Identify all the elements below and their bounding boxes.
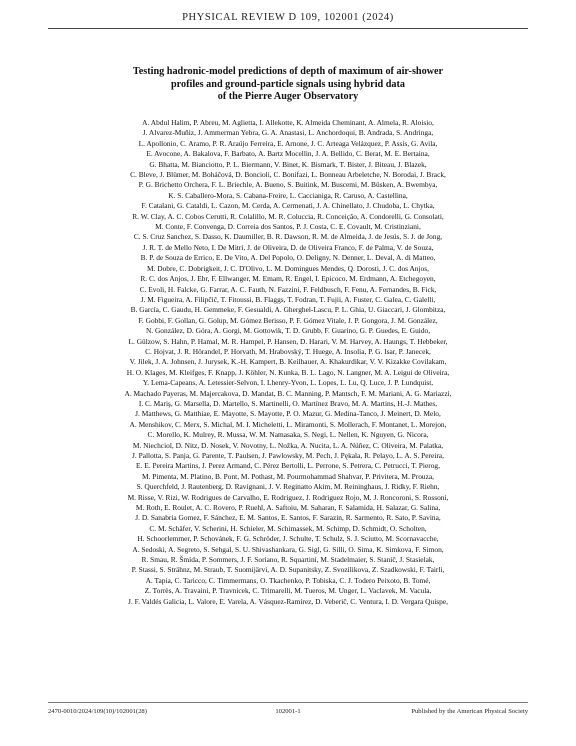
author-line: J. D. Sanabria Gomez, F. Sánchez, E. M. Santos, E. Santos, F. Sarazin, R. Sarmento, R. Sato, P. Savina, [135, 513, 441, 523]
title-line: Testing hadronic-model predictions of depth of maximum of air-shower [132, 66, 444, 77]
author-line: J. F. Valdés Galicia, L. Valore, E. Varela, A. Vásquez-Ramírez, D. Veberič, C. Ventura, I. D. Vergara Quispe, [128, 596, 448, 606]
author-line: N. González, D. Góra, A. Gorgi, M. Gottowik, T. D. Grubb, F. Guarino, G. P. Guedes, E. Guido, [145, 326, 431, 336]
author-line: F. Gobbi, F. Gollan, G. Golup, M. Gómez Berisso, P. F. Gómez Vitale, J. P. Gongora, J. M. González, [138, 315, 438, 325]
author-line: J. R. T. de Mello Neto, I. De Mitri, J. de Oliveira, D. de Oliveira Franco, F. de Palma, V. de Souza, [142, 242, 434, 252]
author-list [48, 118, 528, 607]
journal-header: PHYSICAL REVIEW D 109, 102001 (2024) [182, 12, 394, 23]
author-line: L. Gülzow, S. Hahn, P. Hamal, M. R. Hampel, P. Hansen, D. Harari, V. M. Harvey, A. Haungs, T. Hebbeker, [128, 336, 448, 346]
author-line: C. Hojvat, J. R. Hörandel, P. Horvath, M. Hrabovský, T. Huege, A. Insolia, P. G. Isar, P. Janecek, [145, 346, 431, 356]
author-line: Z. Torrès, A. Travaini, P. Travnicek, C. Trimarelli, M. Tueros, M. Unger, L. Vaclavek, M. Vacula, [144, 586, 432, 596]
author-line: J. M. Figueira, A. Filipčič, T. Fitoussi, B. Flaggs, T. Fodran, T. Fujii, A. Fuster, C. Galea, C. Galelli, [140, 294, 436, 304]
author-line: A. Sedoski, A. Segreto, S. Sehgal, S. U. Shivashankara, G. Sigl, G. Silli, O. Sima, K. Simkova, F. Simon, [132, 544, 444, 554]
paper-title [82, 66, 494, 104]
publisher-note: Published by the American Physical Society [411, 708, 528, 715]
author-line: A. Menshikov, C. Merx, S. Michal, M. I. Micheletti, L. Miramonti, S. Mollerach, F. Montanet, L. Morejon, [129, 419, 447, 429]
page-number: 102001-1 [275, 708, 301, 715]
author-line: I. C. Mariş, G. Marsella, D. Martello, S. Martinelli, O. Martínez Bravo, M. A. Martins, H.-J. Mathes, [138, 398, 438, 408]
author-line: A. Machado Payeras, M. Majercakova, D. Mandat, B. C. Manning, P. Mantsch, F. M. Mariani, A. G. Mariazzi, [124, 388, 452, 398]
author-line: S. Querchfeld, J. Rautenberg, D. Ravignani, J. V. Reginatto Akim, M. Reininghaus, J. Ridky, F. Riehn, [136, 482, 440, 492]
author-line: R. Smau, R. Šmída, P. Sommers, J. F. Soriano, R. Squartini, M. Stadelmaier, S. Stanič, J. Stasielak, [141, 555, 435, 565]
author-line: C. Morello, K. Mulrey, R. Mussa, W. M. Namasaka, S. Negi, L. Nellen, K. Nguyen, G. Nicora, [147, 430, 429, 440]
author-line: J. Alvarez-Muñiz, J. Ammerman Yebra, G. A. Anastasi, L. Anchordoqui, B. Andrada, S. Andringa, [142, 128, 434, 138]
author-line: C. S. Cruz Sanchez, S. Dasso, K. Daumiller, B. R. Dawson, R. M. de Almeida, J. de Jesús, S. J. de Jong, [133, 232, 443, 242]
author-line: M. Conte, F. Convenga, D. Correia dos Santos, P. J. Costa, C. E. Covault, M. Cristinziani, [155, 222, 421, 232]
author-line: H. Schoorlemmer, P. Schovánek, F. G. Schröder, J. Schulte, T. Schulz, S. J. Sciutto, M. Scornavacche, [137, 534, 439, 544]
author-line: H. O. Klages, M. Kleifges, F. Knapp, J. Köhler, N. Kunka, B. L. Lago, N. Langner, M. A. Leigui de Oliveira, [126, 367, 450, 377]
author-line: Y. Lema-Capeans, A. Letessier-Selvon, I. Lhenry-Yvon, L. Lopes, L. Lu, Q. Luce, J. P. Lundquist, [142, 378, 434, 388]
author-line: M. Risse, V. Rizi, W. Rodrigues de Carvalho, E. Rodriguez, J. Rodriguez Rojo, M. J. Roncoroni, S. Rossoni, [127, 492, 449, 502]
title-line: profiles and ground-particle signals using hybrid data [171, 78, 405, 90]
author-line: B. García, C. Gaudu, H. Gemmeke, F. Gesualdi, A. Gherghel-Lascu, P. L. Ghia, U. Giaccari, J. Glombitza, [130, 305, 446, 315]
author-line: R. C. dos Anjos, J. Ebr, F. Ellwanger, M. Emam, R. Engel, I. Epicoco, M. Erdmann, A. Etchegoyen, [140, 274, 436, 284]
header-rule [48, 28, 528, 29]
author-line: A. Abdul Halim, P. Abreu, M. Aglietta, I. Allekotte, K. Almeida Cheminant, A. Almela, R. Aloisio, [142, 118, 434, 127]
author-line: E. E. Pereira Martins, J. Perez Armand, C. Pérez Bertolli, L. Perrone, S. Petrera, C. Petrucci, T. Pierog, [136, 461, 440, 471]
footer-rule [48, 702, 528, 703]
author-line: V. Jilek, J. A. Johnsen, J. Jurysek, K.-H. Kampert, B. Keilhauer, A. Khakurdikar, V. V. Kizakke Covilakam, [129, 357, 447, 367]
author-line: M. Dobre, C. Dobrigkeit, J. C. D'Olivo, L. M. Domingues Mendes, Q. Dorosti, J. C. dos Anjos, [147, 263, 429, 273]
author-line: C. Evoli, H. Falcke, G. Farrar, A. C. Fauth, N. Fazzini, F. Feldbusch, F. Fenu, A. Fernandes, B. Fick, [139, 284, 437, 294]
title-line: of the Pierre Auger Observatory [217, 91, 359, 103]
author-line: C. Bleve, J. Blümer, M. Boháčová, D. Boncioli, C. Bonifazi, L. Bonneau Arbeletche, N. Borodai, J. Brack, [130, 170, 446, 180]
footer-doi: 2470-0010/2024/109(10)/102001(28) [48, 708, 147, 715]
author-line: K. S. Caballero-Mora, S. Cabana-Freire, L. Caccianiga, R. Caruso, A. Castellina, [168, 190, 408, 200]
author-line: P. Stassi, S. Strähnz, M. Straub, T. Suomijärvi, A. D. Supanitsky, Z. Svozilikova, Z. Szadkowski, F. Tairli, [131, 565, 445, 575]
page-footer [48, 708, 528, 720]
author-line: M. Roth, E. Roulet, A. C. Rovero, P. Ruehl, A. Saftoiu, M. Saharan, F. Salamida, H. Salazar, G. Salina, [135, 503, 441, 513]
author-line: P. G. Brichetto Orchera, F. L. Briechle, A. Bueno, S. Buitink, M. Buscemi, M. Büsken, A. Bwembya, [138, 180, 438, 190]
author-line: G. Bhatta, M. Bianciotto, P. L. Biermann, V. Binet, K. Bismark, T. Bister, J. Biteau, J. Blazek, [149, 159, 427, 169]
author-line: A. Tapia, C. Taricco, C. Timmermans, O. Tkachenko, P. Tobiska, C. J. Todero Peixoto, B. Tomé, [145, 575, 431, 585]
author-line: E. Avocone, A. Bakalova, F. Barbato, A. Bartz Mocellin, J. A. Bellido, C. Berat, M. E. Bertaina, [146, 149, 430, 159]
author-line: B. P. de Souza de Errico, E. De Vito, A. Del Popolo, O. Deligny, N. Denner, L. Deval, A. di Matteo, [140, 253, 436, 263]
author-line: J. Pallotta, S. Panja, G. Parente, T. Paulsen, J. Pawlowsky, M. Pech, J. Pękala, R. Pelayo, L. A. S. Pereira, [132, 451, 444, 460]
author-line: M. Pimenta, M. Platino, B. Pont, M. Pothast, M. Pourmohammad Shahvar, P. Privitera, M. Prouza, [141, 471, 435, 481]
author-line: L. Apollonio, C. Aramo, P. R. Araújo Ferreira, E. Arnone, J. C. Arteaga Velázquez, P. Assis, G. Avila, [138, 138, 438, 148]
author-line: J. Matthews, G. Matthiae, E. Mayotte, S. Mayotte, P. O. Mazur, G. Medina-Tanco, J. Meinert, D. Melo, [135, 409, 441, 419]
author-line: M. Niechciol, D. Nitz, D. Nosek, V. Novotny, L. Nožka, A. Nucita, L. A. Núñez, C. Oliveira, M. Palatka, [132, 440, 444, 450]
author-line: R. W. Clay, A. C. Cobos Cerutti, R. Colalillo, M. R. Coluccia, R. Conceição, A. Condorelli, G. Consolati, [132, 211, 444, 221]
author-line: F. Catalani, G. Cataldi, L. Cazon, M. Cerda, A. Cermenati, J. A. Chinellato, J. Chudoba, L. Chytka, [141, 201, 435, 211]
author-line: C. M. Schäfer, V. Scherini, H. Schieler, M. Schimassek, M. Schimp, D. Schmidt, O. Scholten, [149, 523, 427, 533]
